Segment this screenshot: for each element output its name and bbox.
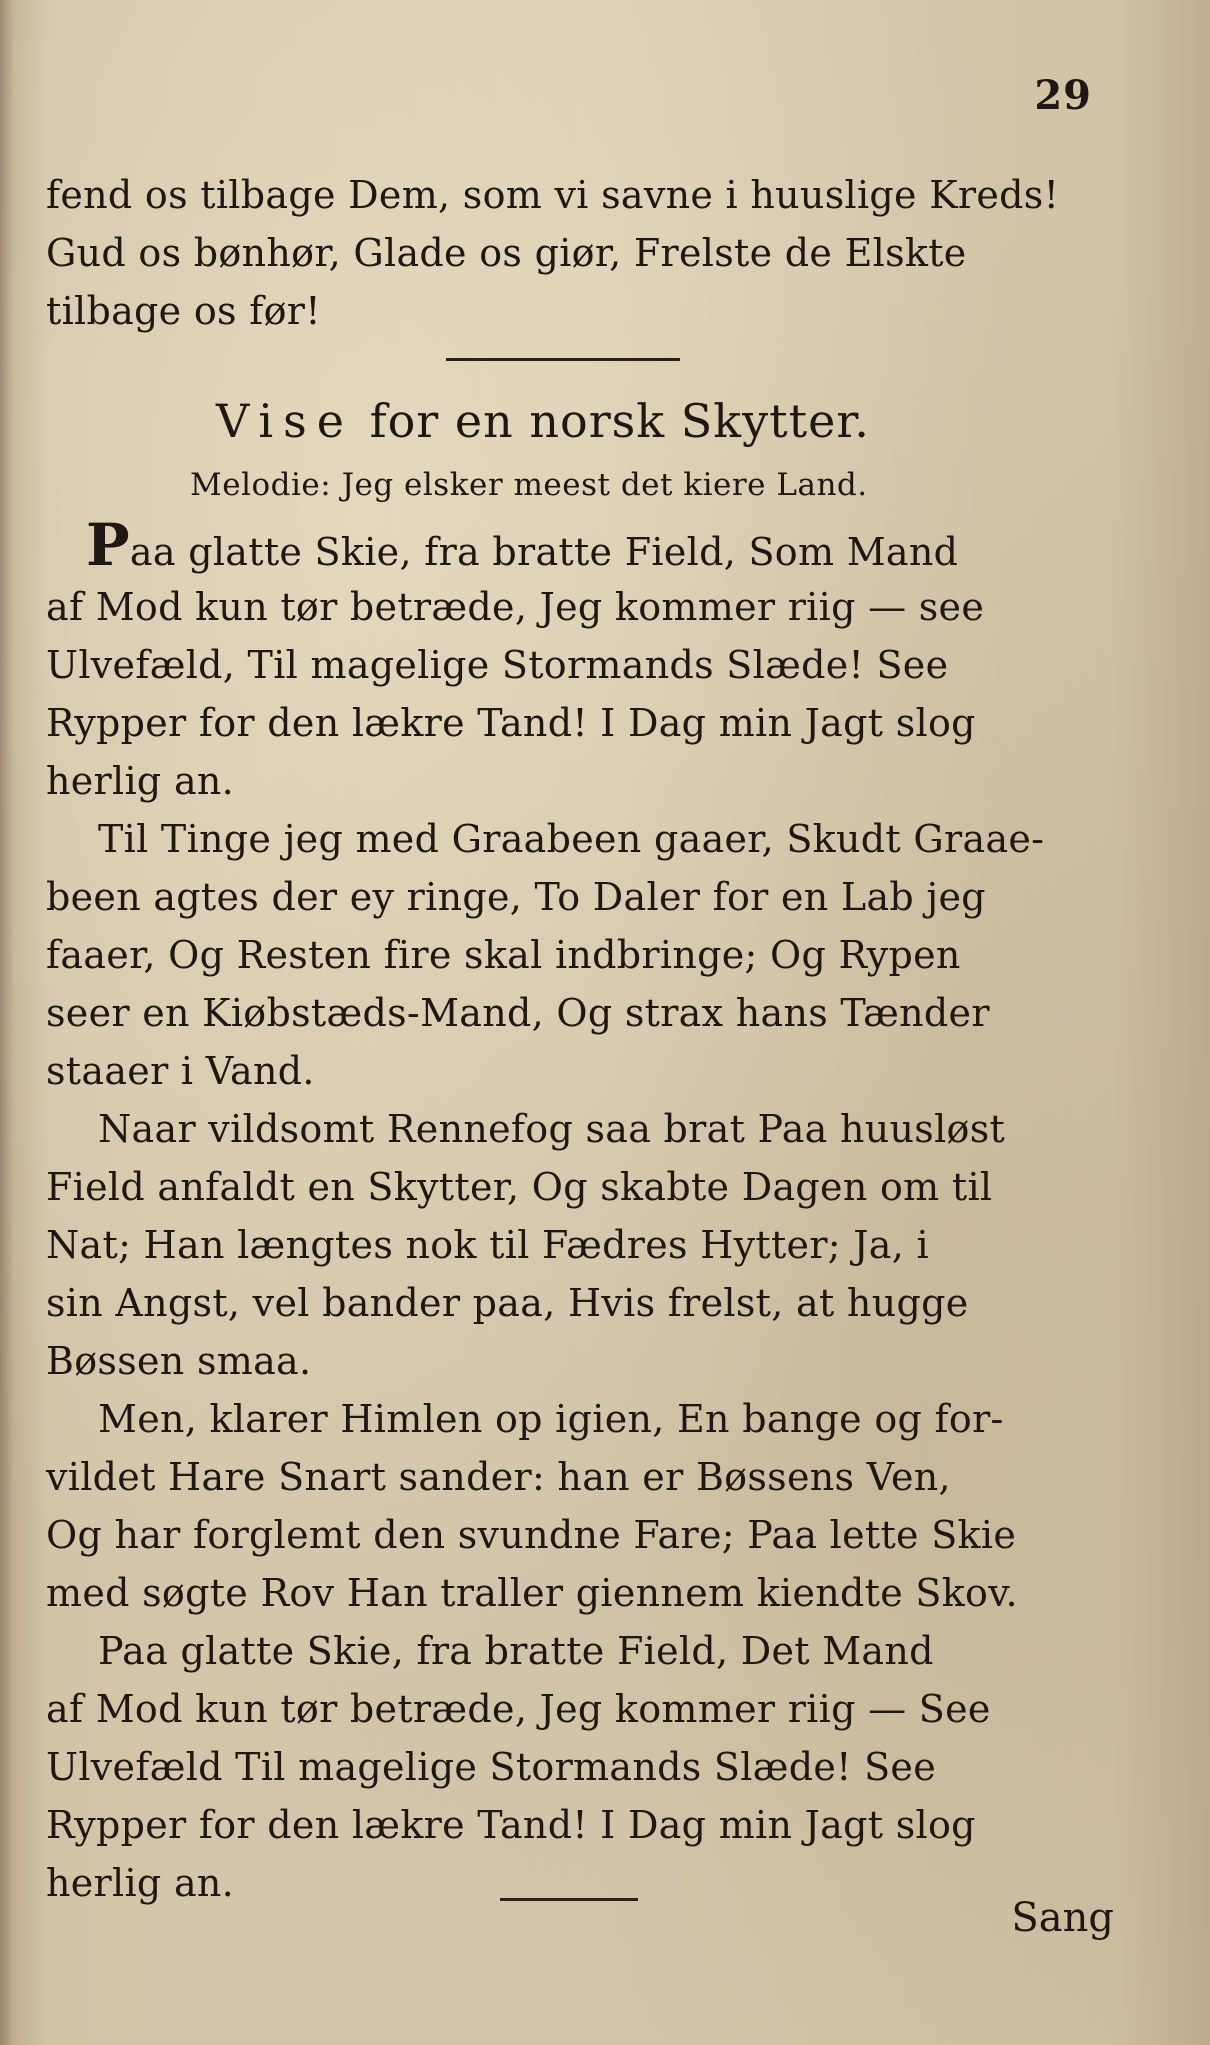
text-line: Ulvefæld Til magelige Stormands Slæde! See (46, 1745, 936, 1789)
text-line: herlig an. (46, 759, 235, 803)
text-line: Gud os bønhør, Glade os giør, Frelste de Elskte (46, 231, 967, 275)
text-line: vildet Hare Snart sander: han er Bøssens Ven, (46, 1455, 951, 1499)
text-line: staaer i Vand. (46, 1049, 315, 1093)
text-line: been agtes der ey ringe, To Daler for en Lab jeg (46, 875, 986, 919)
song-title-lead: Vise (216, 394, 354, 448)
text-line: Naar vildsomt Rennefog saa brat Paa huusløst (98, 1107, 1006, 1151)
text-line: Bøssen smaa. (46, 1339, 312, 1383)
page-edge-shadow (0, 0, 14, 2045)
end-divider (500, 1898, 638, 1901)
verse-1-first-line-text: aa glatte Skie, fra bratte Field, Som Mand (129, 530, 959, 574)
text-line: Nat; Han længtes nok til Fædres Hytter; Ja, i (46, 1223, 929, 1267)
text-line: faaer, Og Resten fire skal indbringe; Og Rypen (46, 933, 961, 977)
text-line: Til Tinge jeg med Graabeen gaaer, Skudt Graae- (98, 817, 1045, 861)
text-line: af Mod kun tør betræde, Jeg kommer riig — see (46, 585, 985, 629)
text-line: sin Angst, vel bander paa, Hvis frelst, at hugge (46, 1281, 969, 1325)
text-line: tilbage os før! (46, 289, 321, 333)
text-line: Field anfaldt en Skytter, Og skabte Dagen om til (46, 1165, 993, 1209)
page-number: 29 (1034, 72, 1092, 119)
catchword: Sang (1011, 1895, 1114, 1941)
text-line: Rypper for den lækre Tand! I Dag min Jagt slog (46, 1803, 976, 1847)
drop-cap: P (86, 511, 130, 579)
section-divider (446, 358, 680, 361)
song-title-rest: for en norsk Skytter. (353, 394, 870, 448)
text-line: Ulvefæld, Til magelige Stormands Slæde! See (46, 643, 949, 687)
text-line: Og har forglemt den svundne Fare; Paa lette Skie (46, 1513, 1017, 1557)
text-line: af Mod kun tør betræde, Jeg kommer riig — See (46, 1687, 991, 1731)
verse-1-first-line (86, 511, 959, 579)
text-line: herlig an. (46, 1861, 235, 1905)
melody-line: Melodie: Jeg elsker meest det kiere Land. (190, 467, 868, 503)
text-line: med søgte Rov Han traller giennem kiendte Skov. (46, 1571, 1018, 1615)
text-line: fend os tilbage Dem, som vi savne i huuslige Kreds! (46, 173, 1060, 217)
song-title (216, 394, 870, 448)
text-line: Men, klarer Himlen op igien, En bange og for- (98, 1397, 1004, 1441)
text-line: seer en Kiøbstæds-Mand, Og strax hans Tænder (46, 991, 990, 1035)
text-line: Rypper for den lækre Tand! I Dag min Jagt slog (46, 701, 976, 745)
text-line: Paa glatte Skie, fra bratte Field, Det Mand (98, 1629, 934, 1673)
